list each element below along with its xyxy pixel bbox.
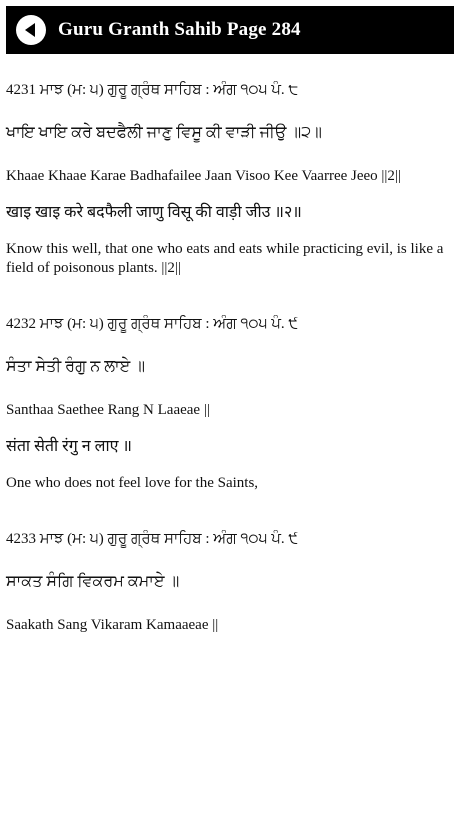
verse-entry	[6, 529, 450, 635]
verse-translation: One who does not feel love for the Saints,	[6, 475, 259, 491]
verse-reference: 4233 ਮਾਝ (ਮ: ੫) ਗੁਰੂ ਗ੍ਰੰਥ ਸਾਹਿਬ : ਅੰਗ ੧੦੫ ਪੰ. ੯	[6, 531, 299, 547]
verse-gurmukhi: ਸੰਤਾ ਸੇਤੀ ਰੰਗੁ ਨ ਲਾਏ ॥	[6, 358, 146, 375]
verse-entry	[6, 80, 450, 278]
app-header	[6, 6, 454, 54]
verse-transliteration: Saakath Sang Vikaram Kamaaeae ||	[6, 617, 219, 633]
verse-reference: 4231 ਮਾਝ (ਮ: ੫) ਗੁਰੂ ਗ੍ਰੰਥ ਸਾਹਿਬ : ਅੰਗ ੧੦੫ ਪੰ. ੮	[6, 82, 299, 98]
verse-list[interactable]	[6, 80, 450, 667]
verse-entry	[6, 314, 450, 493]
page-title: Guru Granth Sahib Page 284	[58, 19, 301, 40]
verse-translation: Know this well, that one who eats and eats while practicing evil, is like a field of poisonous plants. ||2||	[6, 241, 444, 276]
verse-gurmukhi: ਖਾਇ ਖਾਇ ਕਰੇ ਬਦਫੈਲੀ ਜਾਣੁ ਵਿਸੂ ਕੀ ਵਾੜੀ ਜੀਉ ॥੨॥	[6, 124, 322, 141]
verse-hindi: खाइ खाइ करे बदफैली जाणु विसू की वाड़ी जीउ ॥२॥	[6, 204, 302, 221]
verse-hindi: संता सेती रंगु न लाए ॥	[6, 438, 133, 455]
verse-reference: 4232 ਮਾਝ (ਮ: ੫) ਗੁਰੂ ਗ੍ਰੰਥ ਸਾਹਿਬ : ਅੰਗ ੧੦੫ ਪੰ. ੯	[6, 316, 299, 332]
verse-gurmukhi: ਸਾਕਤ ਸੰਗਿ ਵਿਕਰਮ ਕਮਾਏ ॥	[6, 573, 180, 590]
back-button[interactable]	[16, 15, 46, 45]
back-arrow-icon	[16, 15, 46, 45]
verse-transliteration: Khaae Khaae Karae Badhafailee Jaan Visoo Kee Vaarree Jeeo ||2||	[6, 168, 401, 184]
verse-transliteration: Santhaa Saethee Rang N Laaeae ||	[6, 402, 210, 418]
